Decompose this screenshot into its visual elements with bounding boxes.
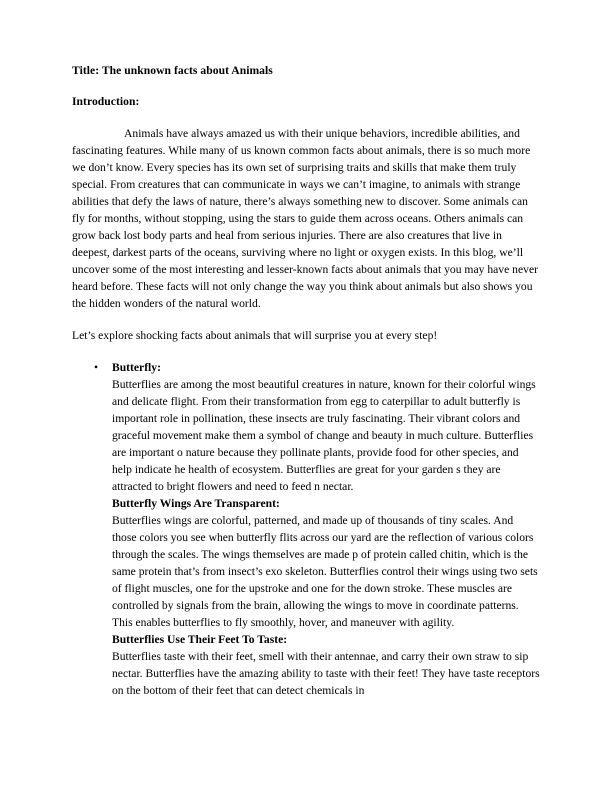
sub-body-wings-transparent: Butterflies wings are colorful, patterned, and made up of thousands of tiny scales. And those colors you see when butterfly flits across our yard are the reflection of various colors through the scales. The wings themselves are made p of protein called chitin, which is the same protein that’s from insect’s exo skeleton. Butterflies control their wings using two sets of flight muscles, one for the upstroke and one for the down stroke. These muscles are controlled by signals from the brain, allowing the wings to move in coordinate patterns. This enables butterflies to fly smoothly, hover, and maneuver with agility. [112,514,538,629]
bullet-heading-butterfly: Butterfly: [112,361,161,374]
introduction-paragraph: Animals have always amazed us with their unique behaviors, incredible abilities, and fascinating features. While many of us known common facts about animals, there is so much more we don’t know. Every species has its own set of surprising traits and skills that make them truly special. From creatures that can communicate in ways we can’t imagine, to animals with strange abilities that defy the laws of nature, there’s always something new to discover. Some animals can fly for months, without stopping, using the stars to guide them across oceans. Others animals can grow back lost body parts and heal from serious injuries. There are also creatures that live in deepest, darkest parts of the oceans, surviving where no light or oxygen exists. In this blog, we’ll uncover some of the most interesting and lesser-known facts about animals that you may have never heard before. These facts will not only change the way you think about animals but also shows you the hidden wonders of the natural world. [72,127,538,310]
sub-heading-feet-taste: Butterflies Use Their Feet To Taste: [112,633,288,646]
sub-body-feet-taste: Butterflies taste with their feet, smell with their antennae, and carry their own straw to sip nectar. Butterflies have the amazing ability to taste with their feet! They have taste receptors on the bottom of their feet that can detect chemicals in [112,650,540,697]
sub-heading-wings-transparent: Butterfly Wings Are Transparent: [112,497,280,510]
document-title: Title: The unknown facts about Animals [72,64,273,77]
facts-list [72,359,540,699]
bullet-body-butterfly: Butterflies are among the most beautiful creatures in nature, known for their colorful wings and delicate flight. From their transformation from egg to caterpillar to adult butterfly is important role in pollination, these insects are truly fascinating. Their vibrant colors and graceful movement make them a symbol of change and beauty in much culture. Butterflies are important o nature because they pollinate plants, provide food for other species, and help indicate he health of ecosystem. Butterflies are great for your garden s they are attracted to bright flowers and need to feed n nectar. [112,378,536,493]
transition-line: Let’s explore shocking facts about animals that will surprise you at every step! [72,329,438,342]
section-heading-introduction: Introduction: [72,95,140,108]
list-item [72,359,540,699]
bullet-point-icon: • [94,361,99,374]
document-body [72,62,540,699]
